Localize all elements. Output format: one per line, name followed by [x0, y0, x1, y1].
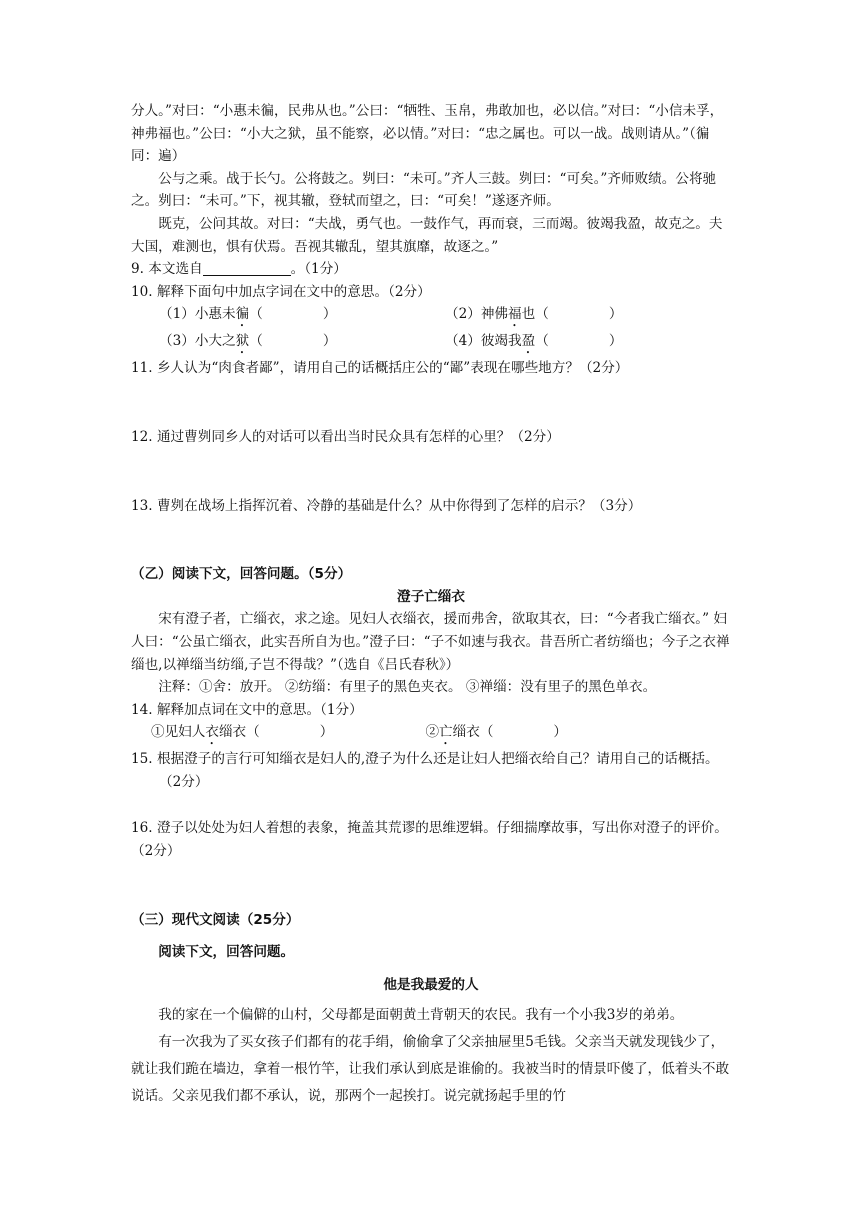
part-c-title: 他是我最爱的人	[383, 976, 479, 993]
part-c-paragraph-1: 我的家在一个偏僻的山村，父母都是面朝黄土背朝天的农民。我有一个小我3岁的弟弟。	[158, 1007, 684, 1024]
part-c-paragraph-2: 有一次我为了买女孩子们都有的花手绢，偷偷拿了父亲抽屉里5毛钱。父亲当天就发现钱少了，就让我们跪在墙边，拿着一根竹竿，让我们承认到底是谁偷的。我被当时的情景吓傻了，低着头不敢说话。父亲见我们都不承认，说，那两个一起挨打。说完就扬起手里的竹	[131, 1034, 730, 1105]
question-10-item-1: （1）小惠未徧（ ）	[159, 306, 337, 323]
question-13: 13. 曹刿在战场上指挥沉着、冷静的基础是什么？从中你得到了怎样的启示？（3分）	[131, 497, 642, 514]
document-page	[131, 100, 731, 1110]
question-16: 16. 澄子以处处为妇人着想的表象，掩盖其荒谬的思维逻辑。仔细揣摩故事，写出你对澄子的评价。（2分）	[131, 820, 728, 860]
part-b-heading: （乙）阅读下文，回答问题。（5分）	[131, 566, 352, 583]
answer-blank[interactable]	[203, 261, 291, 276]
part-c-heading: （三）现代文阅读（25分）	[131, 911, 300, 928]
question-10-item-2: （2）神佛福也（ ）	[445, 306, 623, 323]
part-b-paragraph: 宋有澄子者，亡缁衣，求之途。见妇人衣缁衣，援而弗舍，欲取其衣，曰：“今者我亡缁衣。” 妇人曰：“公虽亡缁衣，此实吾所自为也。”澄子曰：“子不如速与我衣。昔吾所亡者纺缁也；今子之衣禅缁也,以禅缁当纺缁,子岂不得哉？”（选自《吕氏春秋》）	[131, 611, 730, 673]
question-10-item-3: （3）小大之狱（ ）	[159, 333, 337, 350]
question-9-suffix: 。（1分）	[290, 261, 347, 278]
passage-paragraph-2: 公与之乘。战于长勺。公将鼓之。刿曰：“未可。”齐人三鼓。刿曰：“可矣。”齐师败绩。公将驰之。刿曰：“未可。”下，视其辙，登轼而望之，曰：“可矣！”遂逐齐师。	[131, 170, 717, 210]
part-b-note: 注释：①舍：放开。 ②纺缁：有里子的黑色夹衣。 ③禅缁：没有里子的黑色单衣。	[158, 679, 657, 696]
question-10: 10. 解释下面句中加点字词在文中的意思。（2分）	[131, 283, 431, 300]
part-c-instruction: 阅读下文，回答问题。	[158, 944, 295, 961]
question-10-row-2	[131, 330, 731, 357]
part-b-title: 澄子亡缁衣	[397, 588, 465, 605]
question-15: 15. 根据澄子的言行可知缁衣是妇人的,澄子为什么还是让妇人把缁衣给自己？请用自己的话概括。（2分）	[131, 751, 719, 790]
question-14-item-1: ①见妇人衣缁衣（ ）	[151, 724, 334, 741]
question-10-row-1	[131, 303, 731, 330]
question-9-prefix: 9. 本文选自	[131, 261, 203, 278]
question-10-item-4: （4）彼竭我盈（ ）	[445, 333, 623, 350]
question-14-row	[131, 721, 731, 748]
passage-paragraph-3: 既克，公问其故。对曰：“夫战，勇气也。一鼓作气，再而衰，三而竭。彼竭我盈，故克之。夫大国，难测也，惧有伏焉。吾视其辙乱，望其旗靡，故逐之。”	[131, 215, 723, 255]
question-14-item-2: ②亡缁衣（ ）	[425, 724, 568, 741]
question-12: 12. 通过曹刿同乡人的对话可以看出当时民众具有怎样的心里？（2分）	[131, 428, 560, 445]
question-14: 14. 解释加点词在文中的意思。（1分）	[131, 701, 363, 718]
passage-paragraph-1: 分人。”对曰：“小惠未徧，民弗从也。”公曰：“牺牲、玉帛，弗敢加也，必以信。”对曰：“小信未孚，神弗福也。”公曰：“小大之狱，虽不能察，必以情。”对曰：“忠之属也。可以一战。战则请从。”（徧 同：遍）	[131, 103, 724, 165]
question-11: 11. 乡人认为“肉食者鄙”，请用自己的话概括庄公的“鄙”表现在哪些地方？（2分）	[131, 360, 629, 377]
question-9	[131, 258, 731, 281]
